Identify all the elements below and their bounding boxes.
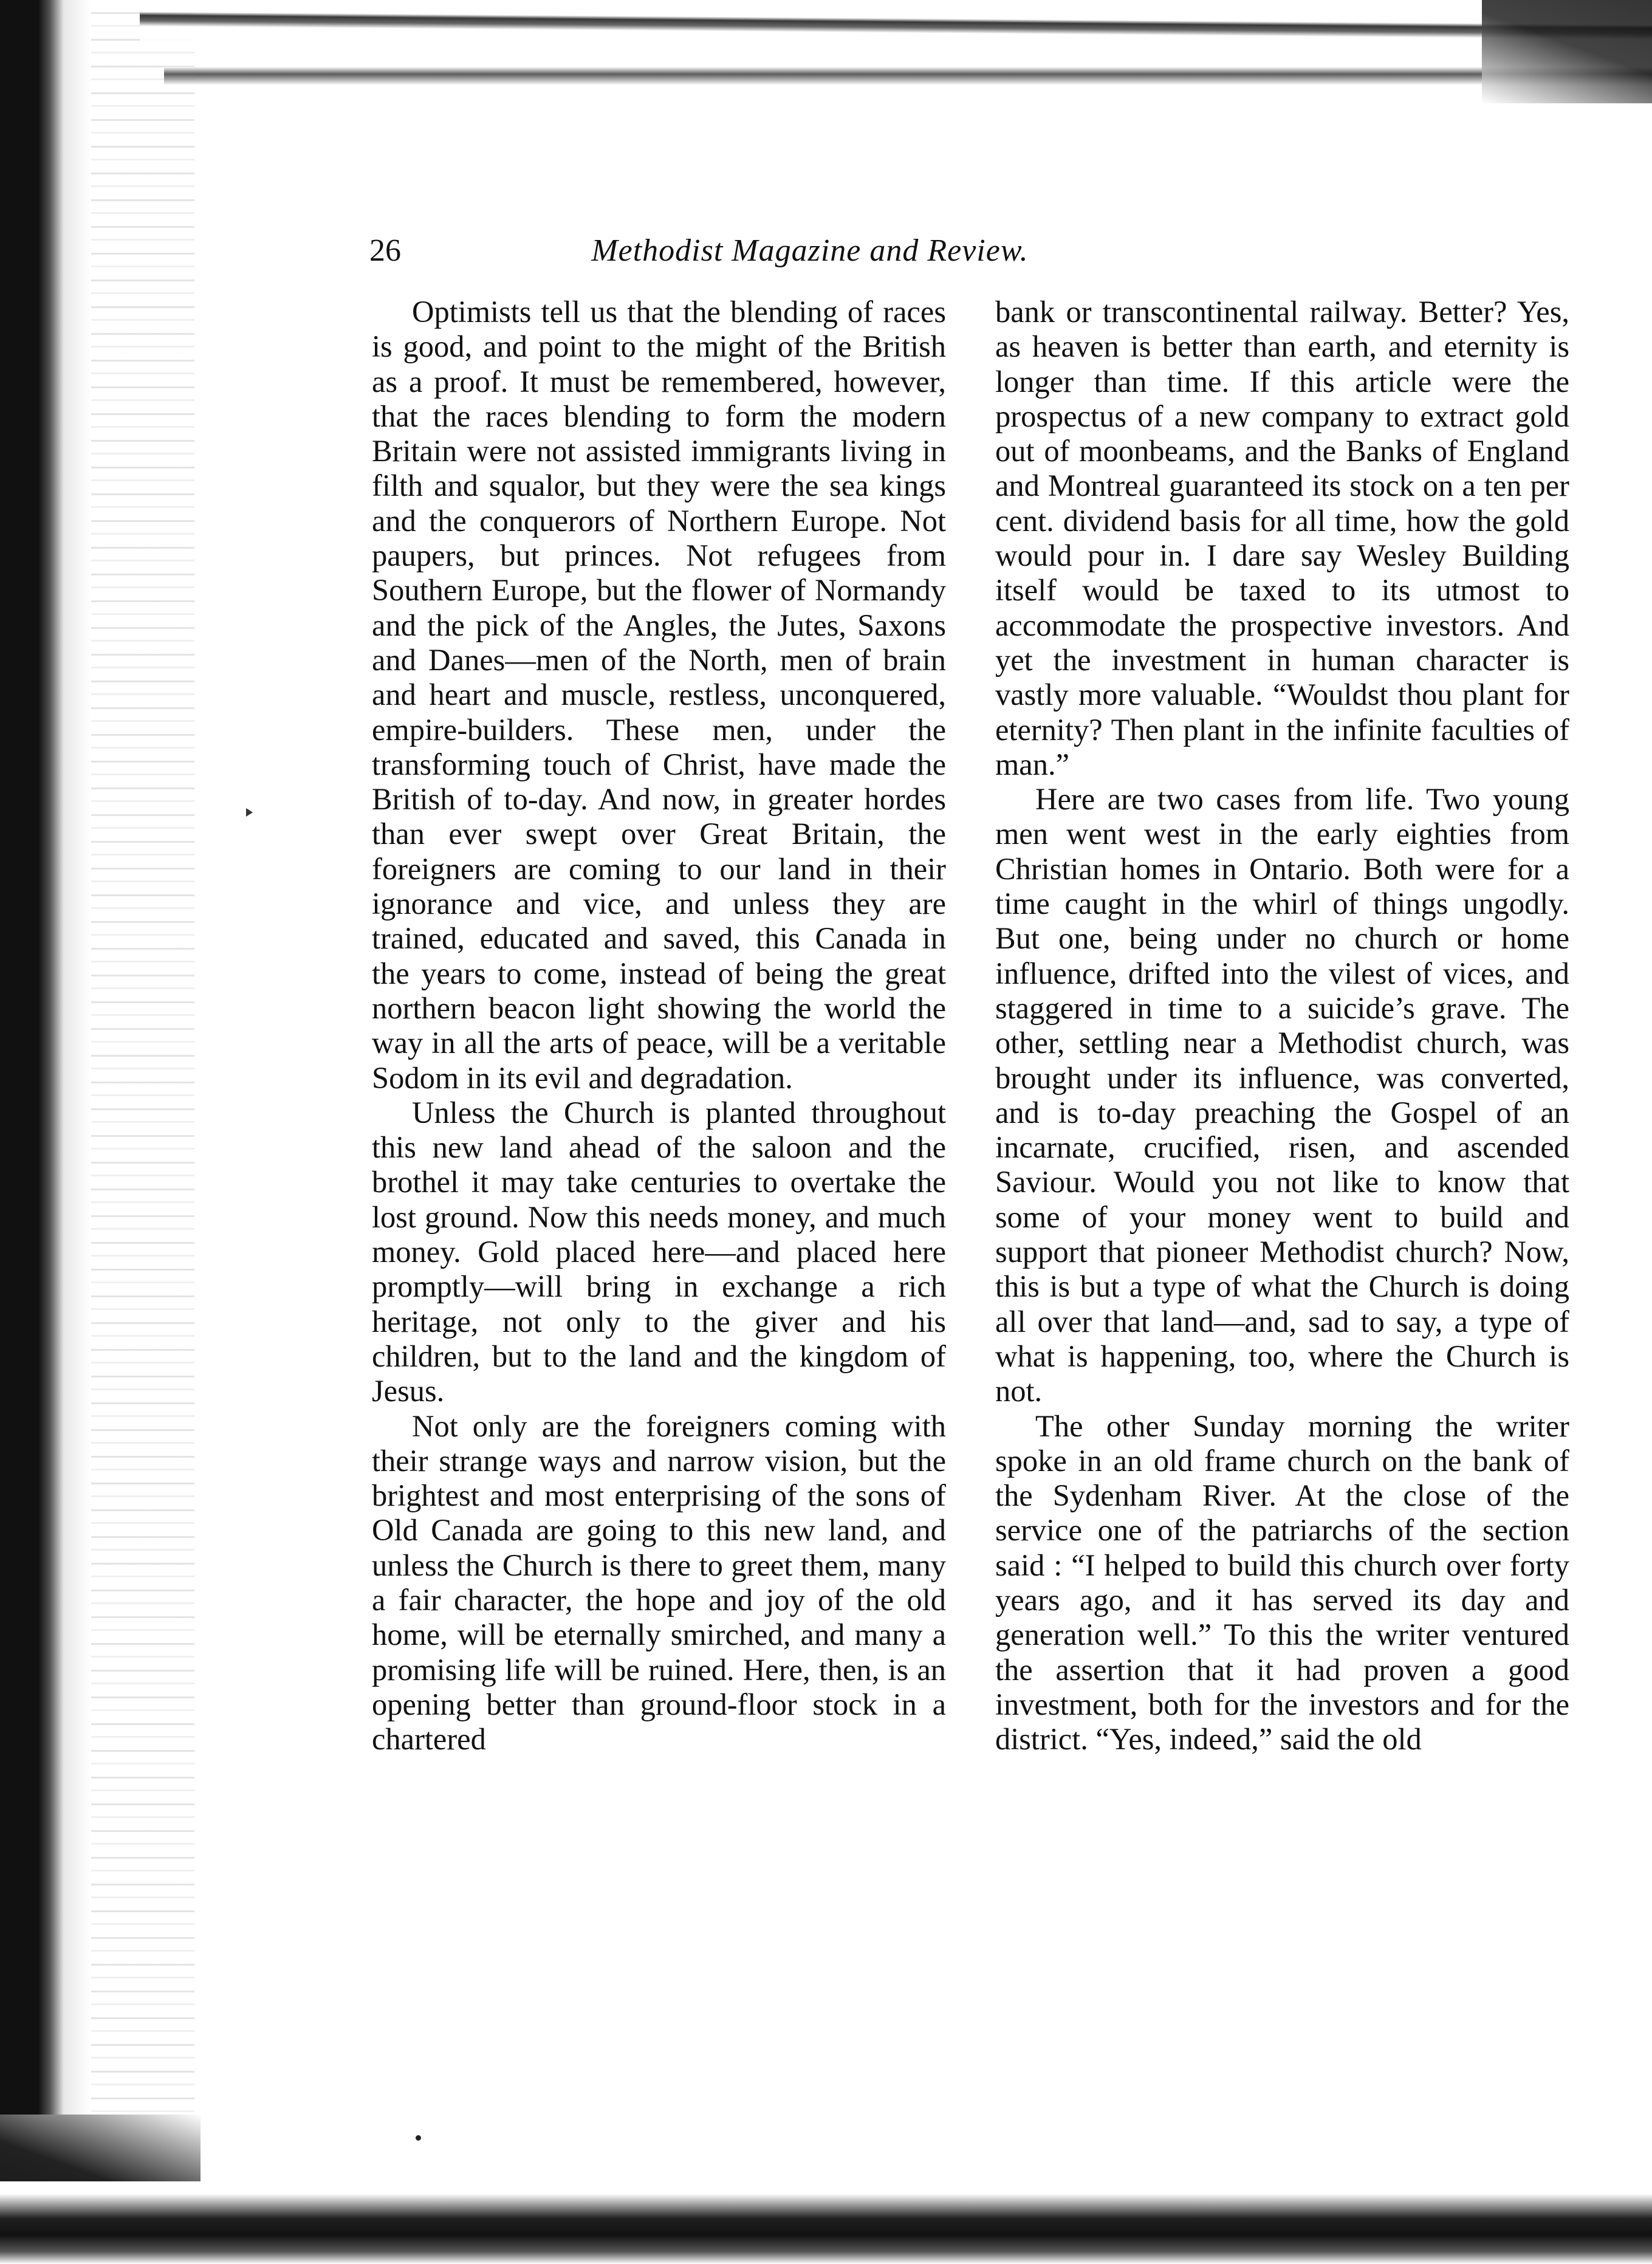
stray-ink-dot (416, 2135, 421, 2141)
paragraph: Not only are the foreigners coming with their strange ways and narrow vision, but the brightest and most enterprising of the sons of Old Canada are going to this new land, and unless the Church is there to greet them, many a fair character, the hope and joy of the old home, will be eternally smirched, and many a promising life will be ruined. Here, then, is an opening better than ground-floor stock in a chartered (372, 1408, 946, 1757)
journal-title: Methodist Magazine and Review. (591, 233, 1029, 268)
top-right-scan-shadow (1482, 0, 1652, 103)
top-scan-edge (140, 4, 1652, 54)
paragraph: The other Sunday morning the writer spoke in an old frame church on the bank of the Sydenham River. At the close of the service one of the patriarchs of the section said : “I helped to build this church over forty years ago, and it has served its day and generation well.” To this the writer ventured the assertion that it had proven a good investment, both for the investors and for the district. “Yes, indeed,” said the old (995, 1408, 1569, 1757)
paragraph: Optimists tell us that the blending of races is good, and point to the might of the British as a proof. It must be remembered, however, that the races blending to form the modern Britain were not assisted immigrants living in filth and squalor, but they were the sea kings and the conquerors of Northern Europe. Not paupers, but princes. Not refugees from Southern Europe, but the flower of Normandy and the pick of the Angles, the Jutes, Saxons and Danes—men of the North, men of brain and heart and muscle, restless, unconquered, empire-builders. These men, under the transforming touch of Christ, have made the British of to-day. And now, in greater hordes than ever swept over Great Britain, the foreigners are coming to our land in their ignorance and vice, and unless they are trained, educated and saved, this Canada in the years to come, instead of being the great northern beacon light showing the world the way in all the arts of peace, will be a veritable Sodom in its evil and degradation. (372, 295, 946, 1095)
running-head (369, 230, 1250, 278)
stray-ink-mark (246, 808, 253, 817)
paragraph-continuation: bank or transcontinental railway. Better? Yes, as heaven is better than earth, and eternity is longer than time. If this article were the prospectus of a new company to extract gold out of moonbeams, and the Banks of England and Montreal guaranteed its stock on a ten per cent. dividend basis for all time, how the gold would pour in. I dare say Wesley Building itself would be taxed to its utmost to accommodate the prospective investors. And yet the investment in human character is vastly more valuable. “Wouldst thou plant for eternity? Then plant in the infinite faculties of man.” (995, 295, 1569, 781)
binding-shadow (0, 0, 91, 2264)
paragraph: Here are two cases from life. Two young men went west in the early eighties from Christian homes in Ontario. Both were for a time caught in the whirl of things ungodly. But one, being under no church or home influence, drifted into the vilest of vices, and staggered in time to a suicide’s grave. The other, settling near a Methodist church, was brought under its influence, was converted, and is to-day preaching the Gospel of an incarnate, crucified, risen, and ascended Saviour. Would you not like to know that some of your money went to build and support that pioneer Methodist church? Now, this is but a type of what the Church is doing all over that land—and, sad to say, a type of what is happening, too, where the Church is not. (995, 782, 1569, 1408)
page-number: 26 (369, 233, 401, 268)
top-scan-rule (164, 67, 1652, 85)
left-column (372, 295, 946, 1757)
binding-noise (91, 0, 194, 2264)
right-column (995, 295, 1569, 1757)
paragraph: Unless the Church is planted throughout this new land ahead of the saloon and the brothel it may take centuries to overtake the lost ground. Now this needs money, and much money. Gold placed here—and placed here promptly—will bring in exchange a rich heritage, not only to the giver and his children, but to the land and the kingdom of Jesus. (372, 1095, 946, 1408)
bottom-scan-edge (0, 2181, 1652, 2264)
